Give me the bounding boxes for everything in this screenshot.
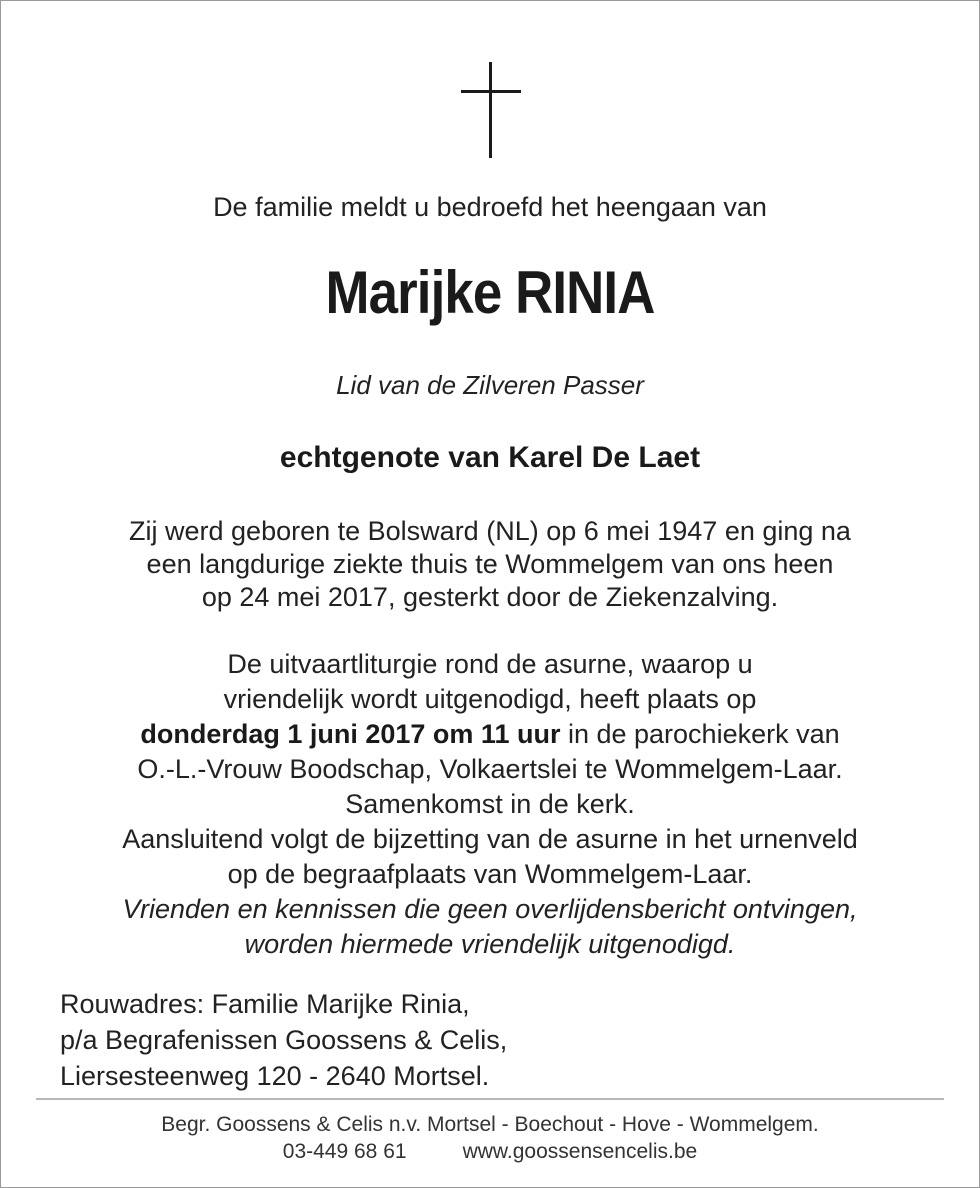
bio-line: Zij werd geboren te Bolsward (NL) op 6 mei 1947 en ging na — [129, 516, 851, 546]
funeral-line: vriendelijk wordt uitgenodigd, heeft plaats op — [223, 684, 757, 714]
mourning-address — [60, 986, 507, 1094]
bio-line: een langdurige ziekte thuis te Wommelgem van ons heen — [146, 549, 834, 579]
footer-company: Begr. Goossens & Celis n.v. Mortsel - Boechout - Hove - Wommelgem. — [161, 1113, 819, 1136]
deceased-name: Marijke RINIA — [325, 259, 655, 326]
address-line: Liersesteenweg 120 - 2640 Mortsel. — [60, 1061, 490, 1091]
intro-text: De familie meldt u bedroefd het heengaan van — [213, 192, 767, 222]
spouse-text: echtgenote van Karel De Laet — [279, 441, 701, 474]
footer-website-link[interactable]: www.goossensencelis.be — [462, 1140, 698, 1163]
bio-line: op 24 mei 2017, gesterkt door de Ziekenzalving. — [201, 582, 779, 612]
address-line: Rouwadres: Familie Marijke Rinia, — [60, 989, 470, 1019]
funeral-details — [0, 647, 980, 962]
footer-contact — [0, 1138, 980, 1165]
funeral-line: Samenkomst in de kerk. — [345, 789, 635, 819]
address-line: p/a Begrafenissen Goossens & Celis, — [60, 1025, 508, 1055]
funeral-line: op de begraafplaats van Wommelgem-Laar. — [227, 859, 753, 889]
funeral-date-line — [0, 717, 980, 752]
footer — [0, 1111, 980, 1165]
funeral-date: donderdag 1 juni 2017 om 11 uur — [140, 719, 561, 749]
footer-phone: 03-449 68 61 — [282, 1140, 407, 1163]
membership-text: Lid van de Zilveren Passer — [336, 370, 644, 400]
funeral-location-text: in de parochiekerk van — [560, 719, 840, 749]
funeral-line: Aansluitend volgt de bijzetting van de asurne in het urnenveld — [122, 824, 858, 854]
funeral-line: De uitvaartliturgie rond de asurne, waarop u — [227, 649, 753, 679]
invitation-line: worden hiermede vriendelijk uitgenodigd. — [244, 929, 736, 959]
invitation-line: Vrienden en kennissen die geen overlijdensbericht ontvingen, — [122, 894, 858, 924]
cross-icon — [461, 62, 521, 158]
footer-divider — [36, 1098, 944, 1100]
biography — [0, 515, 980, 614]
funeral-line: O.-L.-Vrouw Boodschap, Volkaertslei te Wommelgem-Laar. — [137, 754, 843, 784]
